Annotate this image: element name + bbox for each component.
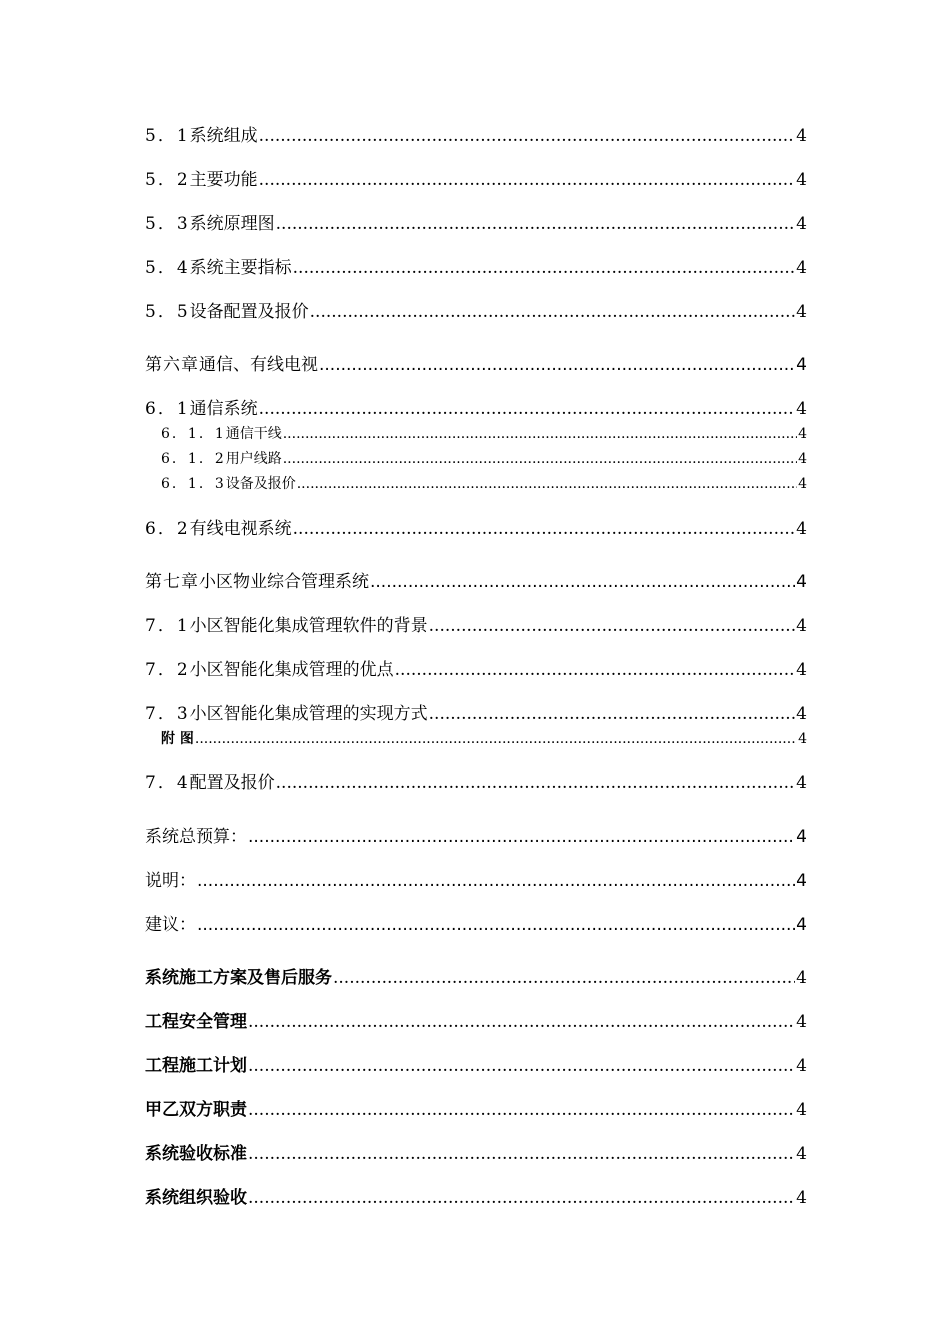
toc-entry-6-1-2[interactable]	[161, 452, 807, 466]
toc-page-number: 4	[796, 214, 807, 234]
toc-leader-dots	[297, 477, 797, 491]
toc-entry-number: 7．4	[145, 773, 190, 793]
toc-entry-title: 小区智能化集成管理的优点	[189, 660, 394, 680]
toc-page-number: 4	[796, 302, 807, 322]
toc-entry-title: 工程安全管理	[145, 1012, 247, 1032]
toc-entry-title: 系统组成	[189, 126, 258, 146]
toc-entry-title: 系统原理图	[189, 214, 275, 234]
toc-leader-dots	[248, 1102, 795, 1119]
toc-entry-title: 小区物业综合管理系统	[199, 572, 369, 592]
toc-page-number: 4	[796, 660, 807, 680]
toc-leader-dots	[429, 618, 796, 635]
toc-page-number: 4	[796, 1100, 807, 1120]
toc-entry-responsibilities[interactable]	[145, 1102, 807, 1119]
toc-entry-number: 6．1．2	[161, 451, 226, 467]
toc-entry-safety-management[interactable]	[145, 1014, 807, 1031]
toc-page-number: 4	[796, 572, 807, 592]
toc-page-number: 4	[798, 426, 807, 442]
toc-leader-dots	[293, 260, 796, 277]
toc-entry-title: 建议：	[145, 915, 196, 935]
toc-entry-number: 5．2	[145, 170, 190, 190]
toc-leader-dots	[248, 1058, 795, 1075]
toc-entry-acceptance-organization[interactable]	[145, 1190, 807, 1207]
toc-page-number: 4	[796, 773, 807, 793]
toc-entry-number: 第六章	[145, 355, 199, 375]
toc-leader-dots	[395, 662, 796, 679]
toc-leader-dots	[248, 1190, 795, 1207]
toc-page-number: 4	[796, 1056, 807, 1076]
toc-page-number: 4	[796, 827, 807, 847]
toc-leader-dots	[370, 574, 795, 591]
toc-page-number: 4	[796, 258, 807, 278]
toc-entry-title: 用户线路	[225, 451, 282, 467]
toc-entry-5-3[interactable]	[145, 216, 807, 233]
toc-entry-title: 系统总预算：	[145, 827, 247, 847]
toc-entry-6-1[interactable]	[145, 401, 807, 418]
toc-entry-title: 甲乙双方职责	[145, 1100, 247, 1120]
toc-leader-dots	[333, 970, 795, 987]
toc-entry-construction-schedule[interactable]	[145, 1058, 807, 1075]
toc-entry-5-4[interactable]	[145, 260, 807, 277]
toc-entry-title: 配置及报价	[189, 773, 275, 793]
toc-entry-number: 6．2	[145, 519, 190, 539]
toc-entry-5-1[interactable]	[145, 128, 807, 145]
toc-leader-dots	[197, 873, 795, 890]
toc-entry-number: 6．1	[145, 399, 190, 419]
toc-entry-title: 小区智能化集成管理的实现方式	[189, 704, 428, 724]
toc-entry-title: 小区智能化集成管理软件的背景	[189, 616, 428, 636]
toc-entry-title: 设备及报价	[225, 476, 296, 492]
toc-entry-6-1-3[interactable]	[161, 477, 807, 491]
toc-entry-number: 7．1	[145, 616, 190, 636]
toc-leader-dots	[248, 829, 795, 846]
toc-page-number: 4	[796, 1012, 807, 1032]
toc-entry-title: 系统施工方案及售后服务	[145, 968, 332, 988]
toc-entry-chapter-7[interactable]	[145, 574, 807, 591]
toc-entry-number: 7．3	[145, 704, 190, 724]
toc-entry-5-2[interactable]	[145, 172, 807, 189]
toc-leader-dots	[276, 216, 796, 233]
toc-leader-dots	[319, 357, 795, 374]
toc-entry-number: 6．1．3	[161, 476, 226, 492]
toc-entry-title: 通信干线	[225, 426, 282, 442]
toc-entry-acceptance-standards[interactable]	[145, 1146, 807, 1163]
toc-entry-number: 5．5	[145, 302, 190, 322]
toc-entry-number: 5．4	[145, 258, 190, 278]
toc-page-number: 4	[796, 704, 807, 724]
toc-page-number: 4	[796, 170, 807, 190]
toc-page-number: 4	[796, 968, 807, 988]
toc-entry-suggestions[interactable]	[145, 917, 807, 934]
toc-leader-dots	[197, 917, 795, 934]
toc-entry-title: 工程施工计划	[145, 1056, 247, 1076]
toc-entry-7-2[interactable]	[145, 662, 807, 679]
toc-leader-dots	[259, 172, 796, 189]
toc-leader-dots	[248, 1146, 795, 1163]
toc-leader-dots	[283, 452, 797, 466]
toc-page-number: 4	[798, 476, 807, 492]
toc-leader-dots	[195, 732, 797, 746]
toc-entry-7-1[interactable]	[145, 618, 807, 635]
toc-page-number: 4	[798, 731, 807, 747]
toc-entry-number: 5．1	[145, 126, 190, 146]
toc-entry-number: 7．2	[145, 660, 190, 680]
toc-entry-7-4[interactable]	[145, 775, 807, 792]
toc-leader-dots	[429, 706, 796, 723]
toc-entry-title: 主要功能	[189, 170, 258, 190]
toc-leader-dots	[310, 304, 796, 321]
toc-page-number: 4	[796, 1144, 807, 1164]
toc-page-number: 4	[796, 616, 807, 636]
toc-page-number: 4	[796, 126, 807, 146]
toc-entry-title: 通信、有线电视	[199, 355, 318, 375]
toc-page-number: 4	[796, 915, 807, 935]
toc-leader-dots	[293, 521, 796, 538]
toc-entry-title: 设备配置及报价	[189, 302, 309, 322]
toc-leader-dots	[259, 401, 796, 418]
toc-leader-dots	[276, 775, 796, 792]
toc-entry-7-3[interactable]	[145, 706, 807, 723]
toc-entry-title: 有线电视系统	[189, 519, 292, 539]
toc-entry-5-5[interactable]	[145, 304, 807, 321]
toc-entry-number: 5．3	[145, 214, 190, 234]
toc-entry-number: 第七章	[145, 572, 199, 592]
toc-page-number: 4	[796, 1188, 807, 1208]
toc-page-number: 4	[798, 451, 807, 467]
toc-entry-chapter-6[interactable]	[145, 357, 807, 374]
toc-entry-number: 6．1．1	[161, 426, 226, 442]
toc-entry-title: 系统验收标准	[145, 1144, 247, 1164]
toc-entry-title: 说明：	[145, 871, 196, 891]
toc-leader-dots	[248, 1014, 795, 1031]
toc-entry-title: 系统主要指标	[189, 258, 292, 278]
toc-page-number: 4	[796, 399, 807, 419]
toc-entry-appendix-figure[interactable]	[161, 732, 807, 746]
toc-page-number: 4	[796, 871, 807, 891]
toc-entry-construction-plan[interactable]	[145, 970, 807, 987]
toc-page-number: 4	[796, 519, 807, 539]
toc-entry-6-2[interactable]	[145, 521, 807, 538]
toc-entry-title: 系统组织验收	[145, 1188, 247, 1208]
toc-entry-title: 通信系统	[189, 399, 258, 419]
toc-entry-6-1-1[interactable]	[161, 427, 807, 441]
toc-leader-dots	[259, 128, 796, 145]
toc-entry-title: 附 图	[161, 731, 194, 747]
toc-entry-total-budget[interactable]	[145, 829, 807, 846]
toc-entry-notes[interactable]	[145, 873, 807, 890]
toc-leader-dots	[283, 427, 797, 441]
toc-page-number: 4	[796, 355, 807, 375]
